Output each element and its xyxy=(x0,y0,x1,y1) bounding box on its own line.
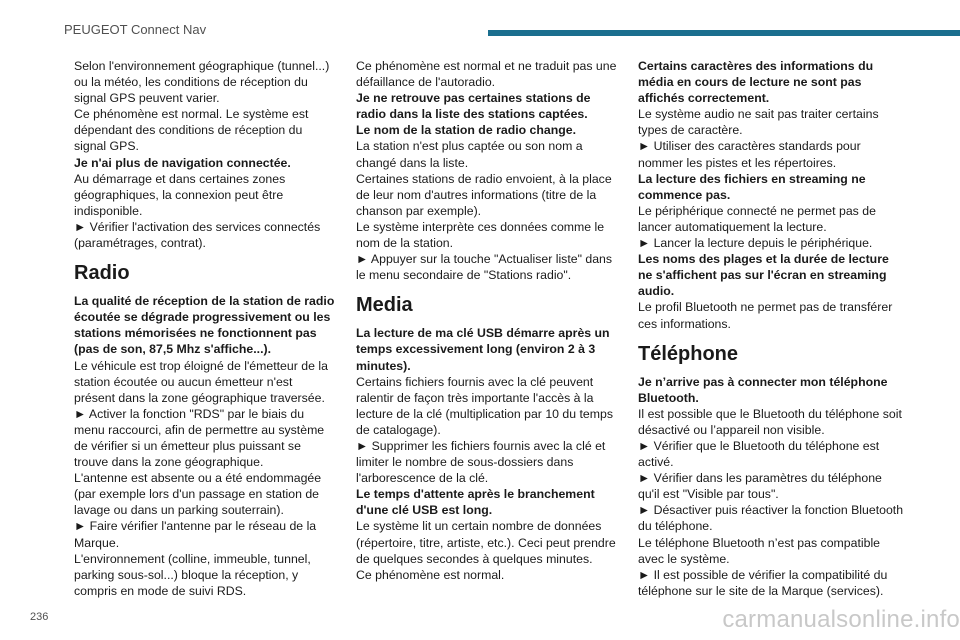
paragraph: L'environnement (colline, immeuble, tunnel, parking sous-sol...) bloque la réception, y compris en mode de suivi RDS. xyxy=(74,551,311,598)
action-step: ► Vérifier dans les paramètres du téléphone qu'il est "Visible par tous". xyxy=(638,471,882,502)
paragraph: Au démarrage et dans certaines zones géographiques, la connexion peut être indisponible. xyxy=(74,171,286,218)
paragraph: L'antenne est absente ou a été endommagée (par exemple lors d'un passage en station de lavage ou dans un parking souterrain). xyxy=(74,471,322,518)
column-3 xyxy=(638,58,904,599)
section-heading-media: Media xyxy=(356,294,413,317)
page-number: 236 xyxy=(30,611,49,623)
header-accent-bar xyxy=(488,30,960,36)
paragraph: Ce phénomène est normal. xyxy=(356,567,505,582)
action-step: ► Appuyer sur la touche "Actualiser liste" dans le menu secondaire de "Stations radio". xyxy=(356,252,613,283)
paragraph: Ce phénomène est normal. Le système est dépendant des conditions de réception du signal GPS. xyxy=(74,107,309,154)
paragraph: Ce phénomène est normal et ne traduit pas une défaillance de l'autoradio. xyxy=(356,59,617,90)
paragraph: Le système interprète ces données comme le nom de la station. xyxy=(356,219,605,251)
paragraph: Certaines stations de radio envoient, à la place de leur nom d'autres informations (titre de la chanson par exemple). xyxy=(356,171,612,218)
header-title: PEUGEOT Connect Nav xyxy=(64,22,207,37)
paragraph: Le système audio ne sait pas traiter certains types de caractère. xyxy=(638,107,879,138)
column-1 xyxy=(74,58,336,599)
question-bold: Je n’arrive pas à connecter mon téléphone Bluetooth. xyxy=(638,374,888,405)
question-bold: La lecture de ma clé USB démarre après un temps excessivement long (environ 2 à 3 minutes). xyxy=(356,326,610,373)
action-step: ► Lancer la lecture depuis le périphérique. xyxy=(638,236,873,251)
paragraph: La station n'est plus captée ou son nom a changé dans la liste. xyxy=(356,139,583,170)
paragraph: Le périphérique connecté ne permet pas de lancer automatiquement la lecture. xyxy=(638,203,876,234)
section-heading-radio: Radio xyxy=(74,262,130,285)
paragraph: Selon l'environnement géographique (tunnel...) ou la météo, les conditions de réception du signal GPS peuvent varier. xyxy=(74,59,330,106)
paragraph: Il est possible que le Bluetooth du téléphone soit désactivé ou l’appareil non visible. xyxy=(638,406,902,437)
action-step: ► Faire vérifier l'antenne par le réseau de la Marque. xyxy=(74,519,317,550)
question-bold: Certains caractères des informations du média en cours de lecture ne sont pas affichés correctement. xyxy=(638,59,874,106)
paragraph: Le système lit un certain nombre de données (répertoire, titre, artiste, etc.). Ceci peut prendre de quelques secondes à quelques minutes. xyxy=(356,519,616,566)
action-step: ► Activer la fonction "RDS" par le biais du menu raccourci, afin de permettre au système de vérifier si un émetteur plus puissant se trouve dans la zone géographique. xyxy=(74,406,325,470)
action-step: ► Il est possible de vérifier la compatibilité du téléphone sur le site de la Marque (services). xyxy=(638,567,888,598)
paragraph: Le profil Bluetooth ne permet pas de transférer ces informations. xyxy=(638,300,893,331)
question-bold: La lecture des fichiers en streaming ne commence pas. xyxy=(638,171,866,202)
question-bold: Le nom de la station de radio change. xyxy=(356,123,577,138)
action-step: ► Désactiver puis réactiver la fonction Bluetooth du téléphone. xyxy=(638,503,904,534)
section-heading-telephone: Téléphone xyxy=(638,342,739,365)
watermark-text: carmanualsonline.info xyxy=(722,606,960,633)
question-bold: Les noms des plages et la durée de lecture ne s'affichent pas sur l'écran en streaming audio. xyxy=(638,252,889,299)
paragraph: Le téléphone Bluetooth n’est pas compatible avec le système. xyxy=(638,535,881,566)
paragraph: Le véhicule est trop éloigné de l'émetteur de la station écoutée ou aucun émetteur n'est présent dans la zone géographique traversée. xyxy=(74,358,328,405)
paragraph: Certains fichiers fournis avec la clé peuvent ralentir de façon très importante l'accès à la lecture de la clé (multiplication par 10 du temps de catalogage). xyxy=(356,374,613,437)
question-bold: La qualité de réception de la station de radio écoutée se dégrade progressivement ou les stations mémorisées ne fonctionnent pas (pas de son, 87,5 Mhz s'affiche...). xyxy=(74,294,335,357)
action-step: ► Supprimer les fichiers fournis avec la clé et limiter le nombre de sous-dossiers dans l'arborescence de la clé. xyxy=(356,438,606,486)
action-step: ► Vérifier l'activation des services connectés (paramétrages, contrat). xyxy=(74,219,321,251)
question-bold: Je n'ai plus de navigation connectée. xyxy=(74,155,291,170)
action-step: ► Utiliser des caractères standards pour nommer les pistes et les répertoires. xyxy=(638,139,861,170)
question-bold: Le temps d'attente après le branchement d'une clé USB est long. xyxy=(356,487,595,518)
question-bold: Je ne retrouve pas certaines stations de radio dans la liste des stations captées. xyxy=(356,91,591,122)
action-step: ► Vérifier que le Bluetooth du téléphone est activé. xyxy=(638,438,880,470)
column-2 xyxy=(356,58,618,583)
